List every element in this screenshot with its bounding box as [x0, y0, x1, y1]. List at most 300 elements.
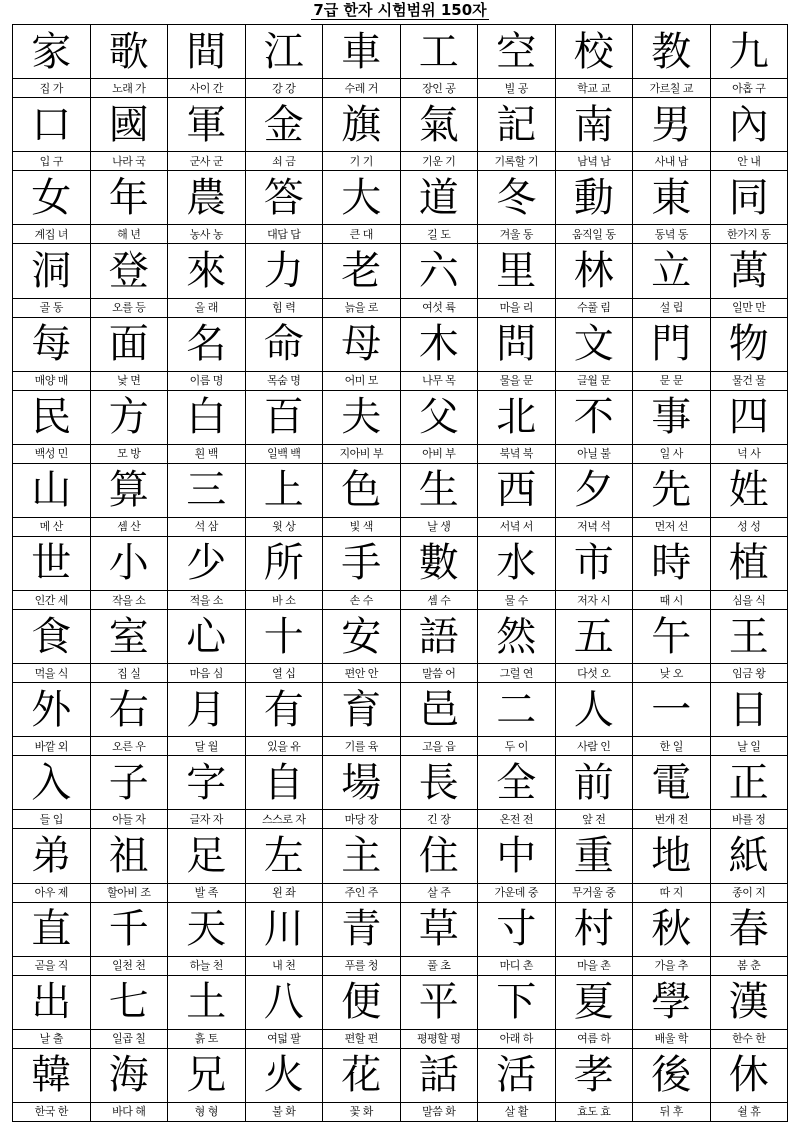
hanja-meaning: 입 구: [39, 154, 63, 168]
hanja-meaning: 달 월: [194, 739, 218, 753]
hanja-meaning: 목숨 명: [267, 374, 301, 388]
hanja-meaning: 하늘 천: [189, 959, 223, 973]
hanja-meaning: 일곱 칠: [112, 1032, 146, 1046]
hanja-character: 全: [478, 756, 555, 810]
hanja-character: 邑: [401, 683, 478, 737]
hanja-meaning: 형 형: [194, 1105, 218, 1119]
hanja-character: 右: [91, 683, 168, 737]
hanja-character: 女: [13, 171, 90, 225]
hanja-cell: [13, 464, 91, 537]
hanja-meaning: 날 출: [39, 1032, 63, 1046]
hanja-cell: [633, 976, 711, 1049]
hanja-cell: [633, 171, 711, 244]
page-title: 7급 한자 시험범위 150자: [313, 1, 487, 19]
hanja-meaning: 글자 자: [189, 812, 223, 826]
hanja-character: 主: [323, 829, 400, 883]
hanja-character: 記: [478, 98, 555, 152]
hanja-character: 西: [478, 464, 555, 518]
hanja-cell: [401, 1049, 479, 1122]
hanja-cell: [478, 610, 556, 683]
hanja-meaning: 앞 전: [582, 812, 606, 826]
hanja-cell: [633, 1049, 711, 1122]
hanja-meaning: 오를 등: [112, 301, 146, 315]
hanja-meaning: 발 족: [194, 886, 218, 900]
hanja-meaning: 농사 농: [189, 227, 223, 241]
hanja-character: 木: [401, 318, 478, 372]
hanja-cell: [323, 244, 401, 317]
hanja-character: 小: [91, 537, 168, 591]
hanja-cell: [13, 537, 91, 610]
hanja-cell: [168, 25, 246, 98]
hanja-cell: [91, 976, 169, 1049]
hanja-cell: [13, 903, 91, 976]
hanja-cell: [91, 391, 169, 464]
hanja-cell: [401, 976, 479, 1049]
hanja-meaning: 힘 력: [272, 301, 296, 315]
hanja-meaning: 나무 목: [422, 374, 456, 388]
hanja-meaning: 빌 공: [504, 81, 528, 95]
hanja-meaning: 적을 소: [189, 593, 223, 607]
hanja-character: 門: [633, 318, 710, 372]
hanja-cell: [91, 244, 169, 317]
hanja-character: 內: [711, 98, 788, 152]
hanja-cell: [13, 391, 91, 464]
hanja-meaning: 움직일 동: [571, 227, 616, 241]
hanja-character: 空: [478, 25, 555, 79]
hanja-cell: [478, 391, 556, 464]
hanja-cell: [91, 171, 169, 244]
hanja-character: 直: [13, 903, 90, 957]
hanja-character: 出: [13, 976, 90, 1030]
hanja-meaning: 기운 기: [422, 154, 456, 168]
hanja-character: 弟: [13, 829, 90, 883]
hanja-meaning: 효도 효: [577, 1105, 611, 1119]
hanja-character: 五: [556, 610, 633, 664]
hanja-meaning: 셈 수: [427, 593, 451, 607]
hanja-character: 每: [13, 318, 90, 372]
hanja-character: 男: [633, 98, 710, 152]
hanja-meaning: 꽃 화: [349, 1105, 373, 1119]
hanja-cell: [168, 244, 246, 317]
hanja-cell: [556, 829, 634, 902]
hanja-character: 住: [401, 829, 478, 883]
hanja-meaning: 가운데 중: [494, 886, 538, 900]
hanja-character: 川: [246, 903, 323, 957]
hanja-cell: [168, 537, 246, 610]
hanja-meaning: 불 화: [272, 1105, 296, 1119]
hanja-cell: [556, 98, 634, 171]
hanja-cell: [91, 1049, 169, 1122]
hanja-character: 九: [711, 25, 788, 79]
hanja-cell: [91, 683, 169, 756]
hanja-meaning: 메 산: [39, 520, 63, 534]
hanja-cell: [323, 318, 401, 391]
hanja-meaning: 아비 부: [422, 447, 456, 461]
hanja-character: 生: [401, 464, 478, 518]
hanja-character: 校: [556, 25, 633, 79]
hanja-character: 旗: [323, 98, 400, 152]
hanja-character: 六: [401, 244, 478, 298]
hanja-meaning: 나라 국: [112, 154, 146, 168]
hanja-meaning: 서녘 서: [499, 520, 533, 534]
hanja-meaning: 한가지 동: [726, 227, 771, 241]
hanja-meaning: 계집 녀: [34, 227, 68, 241]
hanja-character: 同: [711, 171, 788, 225]
hanja-cell: [401, 683, 479, 756]
hanja-cell: [478, 25, 556, 98]
hanja-character: 中: [478, 829, 555, 883]
hanja-meaning: 지아비 부: [339, 447, 383, 461]
hanja-meaning: 글월 문: [577, 374, 611, 388]
hanja-character: 心: [168, 610, 245, 664]
hanja-meaning: 먹을 식: [34, 666, 68, 680]
hanja-cell: [323, 829, 401, 902]
hanja-meaning: 넉 사: [737, 447, 761, 461]
hanja-meaning: 집 실: [117, 666, 141, 680]
hanja-character: 先: [633, 464, 710, 518]
hanja-character: 天: [168, 903, 245, 957]
hanja-character: 老: [323, 244, 400, 298]
hanja-cell: [91, 25, 169, 98]
hanja-cell: [246, 25, 324, 98]
hanja-cell: [91, 756, 169, 829]
hanja-character: 登: [91, 244, 168, 298]
hanja-cell: [556, 756, 634, 829]
hanja-meaning: 때 시: [659, 593, 683, 607]
hanja-cell: [168, 171, 246, 244]
hanja-cell: [711, 171, 789, 244]
hanja-cell: [323, 391, 401, 464]
hanja-cell: [168, 683, 246, 756]
hanja-meaning: 들 입: [39, 812, 63, 826]
hanja-cell: [478, 171, 556, 244]
hanja-cell: [13, 1049, 91, 1122]
hanja-cell: [401, 756, 479, 829]
hanja-meaning: 골 동: [39, 301, 63, 315]
hanja-meaning: 바 소: [272, 593, 296, 607]
hanja-meaning: 풀 초: [427, 959, 451, 973]
hanja-cell: [323, 25, 401, 98]
hanja-meaning: 바깥 외: [34, 739, 68, 753]
hanja-cell: [246, 98, 324, 171]
hanja-character: 世: [13, 537, 90, 591]
hanja-character: 林: [556, 244, 633, 298]
hanja-meaning: 날 생: [427, 520, 451, 534]
hanja-cell: [168, 318, 246, 391]
hanja-meaning: 물 수: [504, 593, 528, 607]
hanja-meaning: 대답 답: [267, 227, 301, 241]
hanja-cell: [323, 610, 401, 683]
hanja-character: 工: [401, 25, 478, 79]
hanja-meaning: 작을 소: [112, 593, 146, 607]
hanja-meaning: 곧을 직: [34, 959, 68, 973]
hanja-character: 母: [323, 318, 400, 372]
hanja-character: 立: [633, 244, 710, 298]
hanja-meaning: 따 지: [659, 886, 683, 900]
hanja-character: 色: [323, 464, 400, 518]
hanja-cell: [556, 1049, 634, 1122]
hanja-character: 長: [401, 756, 478, 810]
hanja-meaning: 이름 명: [189, 374, 223, 388]
hanja-character: 午: [633, 610, 710, 664]
hanja-character: 室: [91, 610, 168, 664]
hanja-cell: [13, 829, 91, 902]
hanja-character: 育: [323, 683, 400, 737]
hanja-cell: [13, 25, 91, 98]
hanja-character: 土: [168, 976, 245, 1030]
hanja-cell: [91, 610, 169, 683]
hanja-meaning: 해 년: [117, 227, 141, 241]
hanja-cell: [323, 171, 401, 244]
hanja-cell: [13, 98, 91, 171]
hanja-meaning: 마을 촌: [577, 959, 611, 973]
hanja-cell: [13, 318, 91, 391]
hanja-meaning: 흰 백: [194, 447, 218, 461]
hanja-meaning: 편안 안: [344, 666, 378, 680]
hanja-cell: [556, 683, 634, 756]
hanja-character: 姓: [711, 464, 788, 518]
hanja-cell: [91, 829, 169, 902]
hanja-meaning: 큰 대: [349, 227, 373, 241]
hanja-cell: [323, 756, 401, 829]
hanja-character: 兄: [168, 1049, 245, 1103]
hanja-meaning: 수레 거: [344, 81, 378, 95]
hanja-character: 方: [91, 391, 168, 445]
hanja-cell: [478, 244, 556, 317]
hanja-character: 動: [556, 171, 633, 225]
hanja-character: 花: [323, 1049, 400, 1103]
hanja-character: 前: [556, 756, 633, 810]
hanja-meaning: 올 래: [194, 301, 218, 315]
hanja-meaning: 사내 남: [654, 154, 688, 168]
hanja-meaning: 북녘 북: [499, 447, 533, 461]
hanja-character: 活: [478, 1049, 555, 1103]
hanja-cell: [633, 683, 711, 756]
hanja-cell: [246, 1049, 324, 1122]
hanja-cell: [478, 683, 556, 756]
hanja-character: 地: [633, 829, 710, 883]
hanja-character: 口: [13, 98, 90, 152]
hanja-character: 教: [633, 25, 710, 79]
hanja-cell: [323, 1049, 401, 1122]
hanja-cell: [633, 537, 711, 610]
hanja-cell: [168, 464, 246, 537]
hanja-cell: [556, 537, 634, 610]
hanja-cell: [478, 318, 556, 391]
hanja-meaning: 가을 추: [654, 959, 688, 973]
hanja-cell: [478, 756, 556, 829]
hanja-meaning: 봄 춘: [737, 959, 761, 973]
hanja-character: 火: [246, 1049, 323, 1103]
hanja-cell: [246, 683, 324, 756]
hanja-meaning: 일백 백: [267, 447, 301, 461]
hanja-meaning: 왼 좌: [272, 886, 296, 900]
hanja-cell: [711, 464, 789, 537]
hanja-meaning: 빛 색: [349, 520, 373, 534]
hanja-meaning: 긴 장: [427, 812, 451, 826]
hanja-meaning: 바다 해: [112, 1105, 146, 1119]
hanja-cell: [711, 244, 789, 317]
hanja-meaning: 한수 한: [732, 1032, 766, 1046]
hanja-cell: [323, 683, 401, 756]
hanja-cell: [633, 610, 711, 683]
hanja-cell: [711, 25, 789, 98]
hanja-character: 一: [633, 683, 710, 737]
hanja-cell: [168, 903, 246, 976]
hanja-meaning: 길 도: [427, 227, 451, 241]
hanja-character: 字: [168, 756, 245, 810]
hanja-meaning: 학교 교: [577, 81, 611, 95]
hanja-cell: [711, 1049, 789, 1122]
hanja-character: 日: [711, 683, 788, 737]
hanja-cell: [246, 756, 324, 829]
hanja-meaning: 심을 식: [732, 593, 766, 607]
hanja-character: 夏: [556, 976, 633, 1030]
hanja-character: 夕: [556, 464, 633, 518]
hanja-character: 左: [246, 829, 323, 883]
hanja-cell: [633, 25, 711, 98]
hanja-character: 孝: [556, 1049, 633, 1103]
hanja-meaning: 주인 주: [344, 886, 378, 900]
hanja-cell: [633, 318, 711, 391]
hanja-character: 足: [168, 829, 245, 883]
hanja-character: 來: [168, 244, 245, 298]
hanja-meaning: 쉴 휴: [737, 1105, 761, 1119]
hanja-meaning: 일 사: [659, 447, 683, 461]
hanja-meaning: 마을 리: [499, 301, 533, 315]
hanja-meaning: 안 내: [737, 154, 761, 168]
hanja-character: 里: [478, 244, 555, 298]
hanja-cell: [556, 318, 634, 391]
hanja-character: 不: [556, 391, 633, 445]
hanja-character: 三: [168, 464, 245, 518]
hanja-character: 村: [556, 903, 633, 957]
hanja-meaning: 어미 모: [344, 374, 378, 388]
hanja-character: 數: [401, 537, 478, 591]
hanja-meaning: 늙을 로: [344, 301, 378, 315]
hanja-meaning: 장인 공: [422, 81, 456, 95]
hanja-character: 冬: [478, 171, 555, 225]
hanja-character: 自: [246, 756, 323, 810]
hanja-character: 山: [13, 464, 90, 518]
hanja-meaning: 여름 하: [577, 1032, 611, 1046]
hanja-cell: [168, 391, 246, 464]
hanja-character: 間: [168, 25, 245, 79]
hanja-meaning: 매양 매: [34, 374, 68, 388]
hanja-character: 北: [478, 391, 555, 445]
hanja-character: 夫: [323, 391, 400, 445]
hanja-meaning: 열 십: [272, 666, 296, 680]
hanja-character: 寸: [478, 903, 555, 957]
hanja-cell: [711, 391, 789, 464]
hanja-cell: [401, 318, 479, 391]
hanja-meaning: 쇠 금: [272, 154, 296, 168]
hanja-character: 下: [478, 976, 555, 1030]
page-title-wrapper: [0, 0, 800, 22]
hanja-character: 水: [478, 537, 555, 591]
hanja-meaning: 기 기: [349, 154, 373, 168]
hanja-cell: [633, 756, 711, 829]
hanja-meaning: 남녘 남: [577, 154, 611, 168]
hanja-character: 四: [711, 391, 788, 445]
hanja-meaning: 백성 민: [34, 447, 68, 461]
hanja-meaning: 군사 군: [189, 154, 223, 168]
hanja-cell: [168, 756, 246, 829]
hanja-character: 江: [246, 25, 323, 79]
hanja-cell: [556, 610, 634, 683]
hanja-meaning: 낯 면: [117, 374, 141, 388]
hanja-character: 父: [401, 391, 478, 445]
hanja-character: 萬: [711, 244, 788, 298]
hanja-meaning: 내 천: [272, 959, 296, 973]
hanja-cell: [91, 318, 169, 391]
hanja-character: 秋: [633, 903, 710, 957]
hanja-cell: [323, 464, 401, 537]
hanja-cell: [711, 756, 789, 829]
hanja-meaning: 아우 제: [34, 886, 68, 900]
hanja-cell: [246, 171, 324, 244]
hanja-character: 手: [323, 537, 400, 591]
hanja-meaning: 오른 우: [112, 739, 146, 753]
hanja-meaning: 살 활: [504, 1105, 528, 1119]
hanja-meaning: 여섯 륙: [422, 301, 456, 315]
hanja-cell: [246, 464, 324, 537]
hanja-character: 答: [246, 171, 323, 225]
hanja-cell: [401, 610, 479, 683]
hanja-cell: [13, 610, 91, 683]
hanja-cell: [13, 756, 91, 829]
hanja-meaning: 온전 전: [499, 812, 533, 826]
hanja-cell: [323, 98, 401, 171]
hanja-character: 安: [323, 610, 400, 664]
hanja-character: 文: [556, 318, 633, 372]
hanja-meaning: 한국 한: [34, 1105, 68, 1119]
hanja-character: 農: [168, 171, 245, 225]
hanja-cell: [168, 829, 246, 902]
hanja-meaning: 기록할 기: [494, 154, 538, 168]
hanja-cell: [556, 976, 634, 1049]
hanja-character: 七: [91, 976, 168, 1030]
hanja-cell: [13, 976, 91, 1049]
hanja-character: 十: [246, 610, 323, 664]
hanja-character: 海: [91, 1049, 168, 1103]
hanja-character: 正: [711, 756, 788, 810]
hanja-character: 百: [246, 391, 323, 445]
hanja-cell: [13, 683, 91, 756]
hanja-cell: [246, 244, 324, 317]
hanja-character: 有: [246, 683, 323, 737]
hanja-cell: [478, 464, 556, 537]
hanja-cell: [168, 1049, 246, 1122]
hanja-meaning: 편할 편: [344, 1032, 378, 1046]
hanja-meaning: 겨울 동: [499, 227, 533, 241]
hanja-cell: [401, 25, 479, 98]
hanja-cell: [91, 537, 169, 610]
hanja-meaning: 윗 상: [272, 520, 296, 534]
hanja-character: 後: [633, 1049, 710, 1103]
hanja-character: 問: [478, 318, 555, 372]
hanja-character: 電: [633, 756, 710, 810]
hanja-meaning: 마디 촌: [499, 959, 533, 973]
hanja-meaning: 살 주: [427, 886, 451, 900]
hanja-cell: [478, 537, 556, 610]
hanja-character: 月: [168, 683, 245, 737]
hanja-character: 便: [323, 976, 400, 1030]
hanja-character: 上: [246, 464, 323, 518]
hanja-cell: [633, 829, 711, 902]
hanja-meaning: 고을 읍: [422, 739, 456, 753]
hanja-character: 春: [711, 903, 788, 957]
